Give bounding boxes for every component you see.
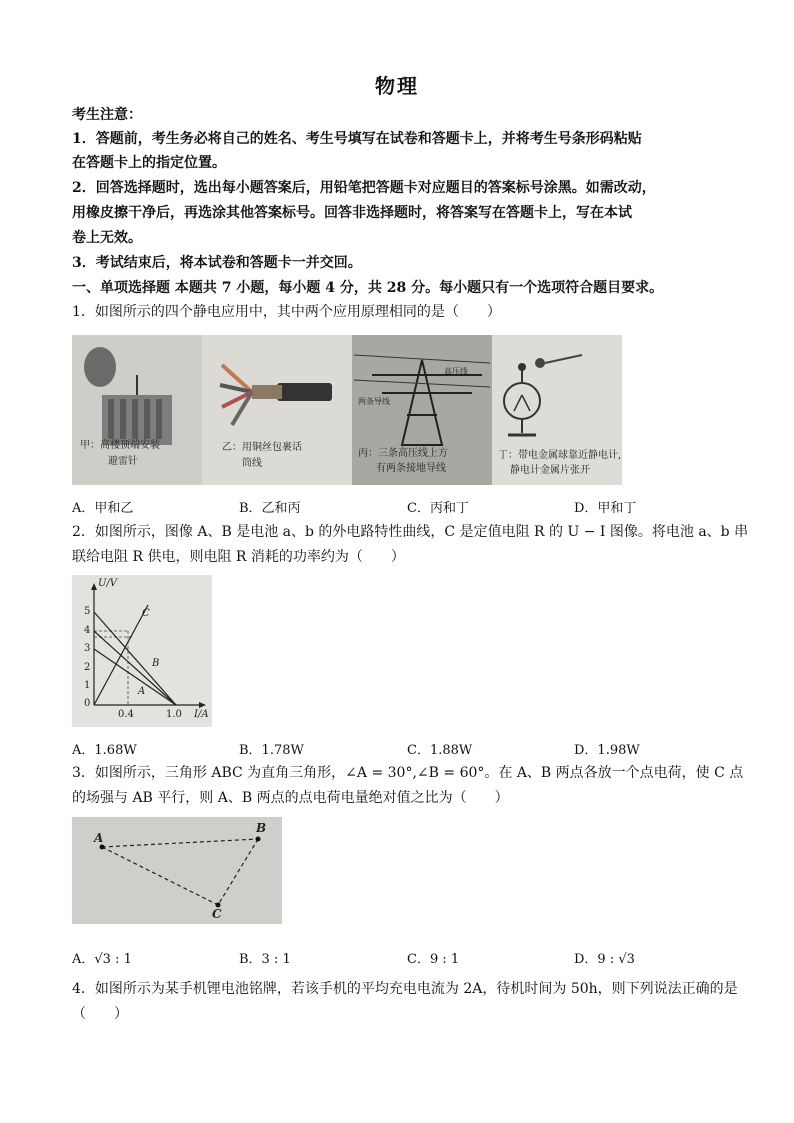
q3-option-d: D．9 : √3 [574,952,635,967]
q2-ytick-1: 1 [84,680,91,691]
q2-ytick-5: 5 [84,606,91,617]
q1-caption-jia-1: 甲：高楼顶端安装 [80,440,160,451]
q3-stem-line-1: 3．如图所示，三角形 ABC 为直角三角形，∠A = 30°,∠B = 60°。在 A、B 两点各放一个点电荷，使 C 点 [72,765,744,781]
q1-caption-yi-2: 筒线 [242,458,262,469]
q1-caption-bing-2: 有两条接地导线 [376,463,446,474]
q4-stem-line-1: 4．如图所示为某手机锂电池铭牌，若该手机的平均充电电流为 2A，待机时间为 50h，则下列说法正确的是 [72,981,738,997]
q1-caption-ding-1: 丁：带电金属球靠近静电计, [498,450,622,461]
q3-figure [72,817,282,924]
page-title: 物理 [375,74,419,98]
q4-stem-line-2: （ ） [72,1006,128,1022]
notice-heading: 考生注意： [72,107,142,123]
q2-ytick-2: 2 [84,662,91,673]
q3-label-b: B [256,821,267,835]
q2-stem-line-2: 联给电阻 R 供电，则电阻 R 消耗的功率约为（ ） [72,549,405,565]
q1-caption-ding-2: 静电计金属片张开 [510,465,590,476]
q2-stem-line-1: 2．如图所示，图像 A、B 是电池 a、b 的外电路特性曲线，C 是定值电阻 R 的 U − I 图像。将电池 a、b 串 [72,524,749,540]
q1-caption-jia-2: 避雷针 [108,456,138,467]
q2-option-d: D．1.98W [574,743,640,758]
line-combined [94,631,176,705]
q1-label-ground-wires: 两条导线 [358,397,390,406]
section-heading: 一、单项选择题 本题共 7 小题，每小题 4 分，共 28 分。每小题只有一个选项符合题目要求。 [72,280,664,296]
q3-option-c: C．9 : 1 [407,952,460,967]
q3-label-c: C [212,907,222,921]
notice-item-2-line-2: 用橡皮擦干净后，再选涂其他答案标号。回答非选择题时，将答案写在答题卡上，写在本试 [72,205,632,221]
q3-option-b: B．3 : 1 [239,952,291,967]
q2-option-c: C．1.88W [407,743,473,758]
q1-option-a: A．甲和乙 [72,501,134,516]
side-ac [102,847,218,905]
q2-xtick-1-0: 1.0 [166,709,182,720]
q2-ylabel: U/V [98,578,118,589]
q3-label-a: A [94,831,104,845]
line-b [94,612,176,705]
q2-ytick-0: 0 [84,698,91,709]
q1-caption-yi-1: 乙：用铜丝包裹话 [222,442,302,453]
q1-option-b: B．乙和丙 [239,501,301,516]
notice-item-1-line-2: 在答题卡上的指定位置。 [72,155,226,171]
q2-label-b: B [152,658,160,669]
notice-item-3: 3．考试结束后，将本试卷和答题卡一并交回。 [72,255,362,271]
line-a [94,649,176,705]
side-ab [102,839,258,847]
notice-item-2-line-1: 2．回答选择题时，选出每小题答案后，用铅笔把答题卡对应题目的答案标号涂黑。如需改动， [72,180,656,196]
q3-triangle-svg [72,817,282,924]
q2-graph-svg [72,575,212,727]
q2-label-c: C [142,608,150,619]
q1-option-c: C．丙和丁 [407,501,469,516]
q3-option-a: A．√3 : 1 [72,952,132,967]
q2-graph [72,575,212,727]
q1-figure [72,335,622,485]
q2-xtick-0-4: 0.4 [118,709,134,720]
side-bc [218,839,258,905]
notice-item-1-line-1: 1．答题前，考生务必将自己的姓名、考生号填写在试卷和答题卡上，并将考生号条形码粘贴 [72,131,642,147]
q2-option-b: B．1.78W [239,743,304,758]
q1-option-d: D．甲和丁 [574,501,637,516]
q2-option-a: A．1.68W [72,743,137,758]
q2-ytick-3: 3 [84,643,91,654]
q1-caption-bing-1: 丙：三条高压线上方 [358,448,448,459]
q2-xlabel: I/A [194,709,209,720]
q2-label-a: A [138,686,146,697]
q3-stem-line-2: 的场强与 AB 平行，则 A、B 两点的点电荷电量绝对值之比为（ ） [72,790,509,806]
q1-label-hv-lines: 高压线 [444,367,468,376]
q2-ytick-4: 4 [84,625,91,636]
notice-item-2-line-3: 卷上无效。 [72,230,142,246]
q1-stem: 1．如图所示的四个静电应用中，其中两个应用原理相同的是（ ） [72,304,501,320]
